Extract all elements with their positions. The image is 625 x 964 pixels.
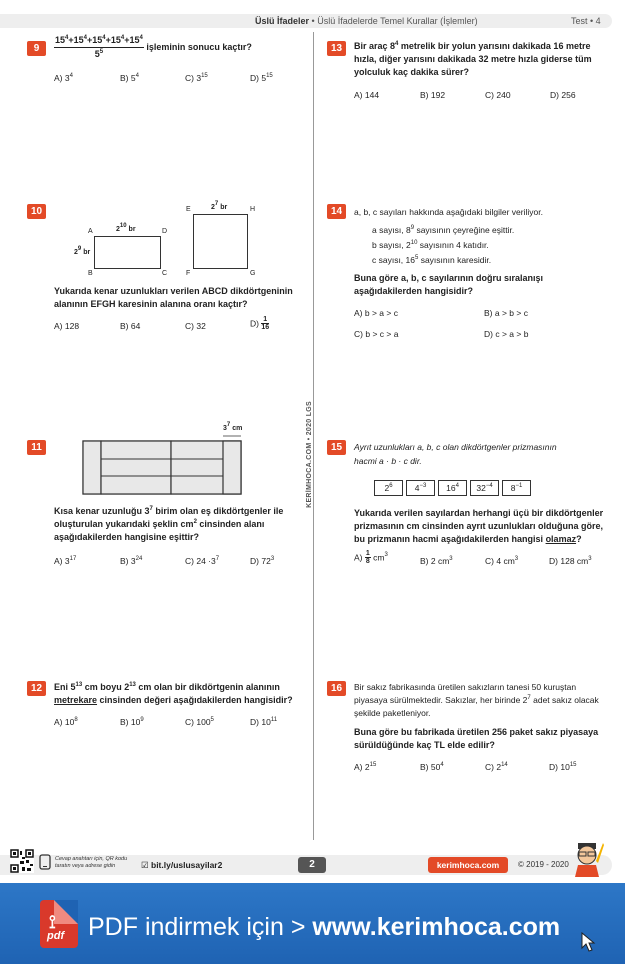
option-c[interactable]: C) 32 (185, 321, 206, 331)
question-number-13: 13 (327, 41, 346, 56)
option-a[interactable]: A) $3^4$ (54, 73, 73, 83)
header-title: Üslü İfadeler • Üslü İfadelerde Temel Kurallar (İşlemler) (255, 16, 478, 26)
copyright: © 2019 - 2020 (518, 860, 569, 869)
label-f: F (186, 270, 191, 277)
option-b[interactable]: B) 64 (120, 321, 141, 331)
question-15-intro1: Ayrıt uzunlukları a, b, c olan dikdörtgenler prizmasının (354, 442, 557, 452)
question-number-16: 16 (327, 681, 346, 696)
option-a[interactable]: A) 144 (354, 90, 380, 100)
label-h: H (250, 206, 256, 213)
brand-badge[interactable]: kerimhoca.com (428, 857, 508, 873)
number-cell: $8^{-1}$ (502, 480, 531, 496)
option-c[interactable]: C) b > c > a (354, 329, 399, 339)
pdf-icon[interactable]: ⟟ pdf (40, 900, 78, 948)
statement-c: c sayısı, $16^5$ sayısının karesidir. (372, 255, 492, 265)
dim-top-efgh: $2^7$ br (211, 201, 228, 211)
option-d[interactable]: D) $72^3$ (250, 556, 275, 566)
option-a[interactable]: A) 128 (54, 321, 80, 331)
number-cell: $32^{-4}$ (470, 480, 499, 496)
cursor-icon (580, 932, 596, 952)
question-10: Yukarıda kenar uzunlukları verilen ABCD dikdörtgeninin alanının EFGH karesinin alanına oranı kaçtır? (54, 286, 293, 309)
vertical-watermark: KERİMHOCA.COM • 2020 LGS (306, 398, 313, 511)
number-cell: $2^6$ (374, 480, 403, 496)
option-d[interactable]: D) $10^{15}$ (549, 762, 577, 772)
fraction: $\frac{15^4+15^4+15^4+15^4+15^4}{5^5}$ (55, 35, 143, 59)
option-d[interactable]: D) $\frac{1}{16}$ (250, 316, 270, 331)
question-11: Kısa kenar uzunluğu $3^7$ birim olan eş dikdörtgenler ile oluşturulan yukarıdaki şeklin $cm^2$ cinsinden alanı aşağıdakilerden hangisine eşittir? (54, 506, 284, 542)
option-d[interactable]: D) $10^{11}$ (250, 717, 278, 727)
option-a[interactable]: A) $10^8$ (54, 717, 78, 727)
option-b[interactable]: B) $5^4$ (120, 73, 139, 83)
question-number-10: 10 (27, 204, 46, 219)
page-number: 2 (298, 857, 326, 873)
pdf-label: pdf (47, 930, 65, 942)
qr-note: Cevap anahtarı için, QR kodu taratın veya adrese gidin (55, 856, 128, 869)
number-cell: $16^4$ (438, 480, 467, 496)
statement-b: b sayısı, $2^{10}$ sayısının 4 katıdır. (372, 240, 489, 250)
column-divider (313, 32, 314, 840)
checkbox-icon: ☑ (141, 860, 149, 870)
question-number-11: 11 (27, 440, 46, 455)
dim-label: $3^7$ cm (223, 422, 243, 432)
label-g: G (250, 270, 256, 277)
option-c[interactable]: C) $3^{15}$ (185, 73, 208, 83)
question-number-9: 9 (27, 41, 46, 56)
option-b[interactable]: B) 2 $cm^3$ (420, 556, 453, 566)
qr-code-icon[interactable] (10, 849, 34, 873)
question-16: Buna göre bu fabrikada üretilen 256 paket sakız piyasaya sürüldüğünde kaç TL elde edilir? (354, 727, 599, 750)
answer-key-link[interactable]: ☑ bit.ly/uslusayilar2 (141, 860, 223, 870)
label-c: C (162, 270, 168, 277)
banner-text[interactable]: PDF indirmek için > www.kerimhoca.com (88, 913, 561, 941)
label-d: D (162, 228, 168, 235)
rectangle-abcd (94, 236, 161, 269)
phone-icon (39, 854, 51, 870)
option-a[interactable]: A) b > a > c (354, 308, 398, 318)
test-label: Test • 4 (571, 16, 601, 26)
option-d[interactable]: D) 128 $cm^3$ (549, 556, 592, 566)
option-b[interactable]: B) $3^{24}$ (120, 556, 143, 566)
option-c[interactable]: C) 4 $cm^3$ (485, 556, 519, 566)
option-b[interactable]: B) 192 (420, 90, 446, 100)
question-15-intro2: hacmi a · b · c dir. (354, 456, 422, 466)
option-b[interactable]: B) $50^4$ (420, 762, 444, 772)
question-12: Eni $5^{13}$ cm boyu $2^{13}$ cm olan bir dikdörtgenin alanının metrekare cinsinden değeri aşağıdakilerden hangisidir? (54, 682, 293, 705)
option-b[interactable]: B) $10^9$ (120, 717, 144, 727)
dim-top-abcd: $2^{10}$ br (116, 223, 136, 233)
number-cells (374, 480, 534, 496)
option-a[interactable]: A) $\frac{1}{8}$ $cm^3$ (354, 550, 388, 565)
question-13: Bir araç $8^4$ metrelik bir yolun yarısını dakikada 16 metre hızla, diğer yarısını dakikada 32 metre hızla giderse tüm yolculuk kaç dakika sürer? (354, 41, 592, 77)
question-16-intro: Bir sakız fabrikasında üretilen sakızların tanesi 50 kuruştan piyasaya sürülmektedir. Sakızlar, her birinde $2^7$ adet sakız olacak şekilde paketleniyor. (354, 682, 599, 718)
option-a[interactable]: A) $3^{17}$ (54, 556, 77, 566)
option-b[interactable]: B) a > b > c (484, 308, 528, 318)
option-d[interactable]: D) c > a > b (484, 329, 529, 339)
label-b: B (88, 270, 93, 277)
number-cell: $4^{-3}$ (406, 480, 435, 496)
question-14-intro: a, b, c sayıları hakkında aşağıdaki bilgiler veriliyor. (354, 207, 543, 217)
question-number-12: 12 (27, 681, 46, 696)
dim-left-abcd: $2^9$ br (74, 246, 91, 256)
question-15: Yukarıda verilen sayılardan herhangi üçü bir dikdörtgenler prizmasının cm cinsinden ayrıt uzunlukları olduğuna göre, bu prizmanın hacmi aşağıdakilerden hangisi olamaz? (354, 508, 604, 544)
option-d[interactable]: D) 256 (550, 90, 576, 100)
option-c[interactable]: C) $2^{14}$ (485, 762, 508, 772)
question-number-15: 15 (327, 440, 346, 455)
option-a[interactable]: A) $2^{15}$ (354, 762, 377, 772)
question-number-14: 14 (327, 204, 346, 219)
square-efgh (193, 214, 248, 269)
option-c[interactable]: C) $24 \cdot 3^7$ (185, 556, 220, 566)
statement-a: a sayısı, $8^9$ sayısının çeyreğine eşittir. (372, 225, 515, 235)
question-9: $\frac{15^4+15^4+15^4+15^4+15^4}{5^5}$ işleminin sonucu kaçtır? (55, 35, 252, 59)
label-a: A (88, 228, 93, 235)
rectangles-figure (82, 424, 247, 496)
option-c[interactable]: C) 240 (485, 90, 511, 100)
option-d[interactable]: D) $5^{15}$ (250, 73, 273, 83)
option-c[interactable]: C) $100^5$ (185, 717, 214, 727)
mascot-icon (570, 839, 604, 877)
label-e: E (186, 206, 191, 213)
question-14: Buna göre a, b, c sayılarının doğru sıralanışı aşağıdakilerden hangisidir? (354, 273, 544, 296)
